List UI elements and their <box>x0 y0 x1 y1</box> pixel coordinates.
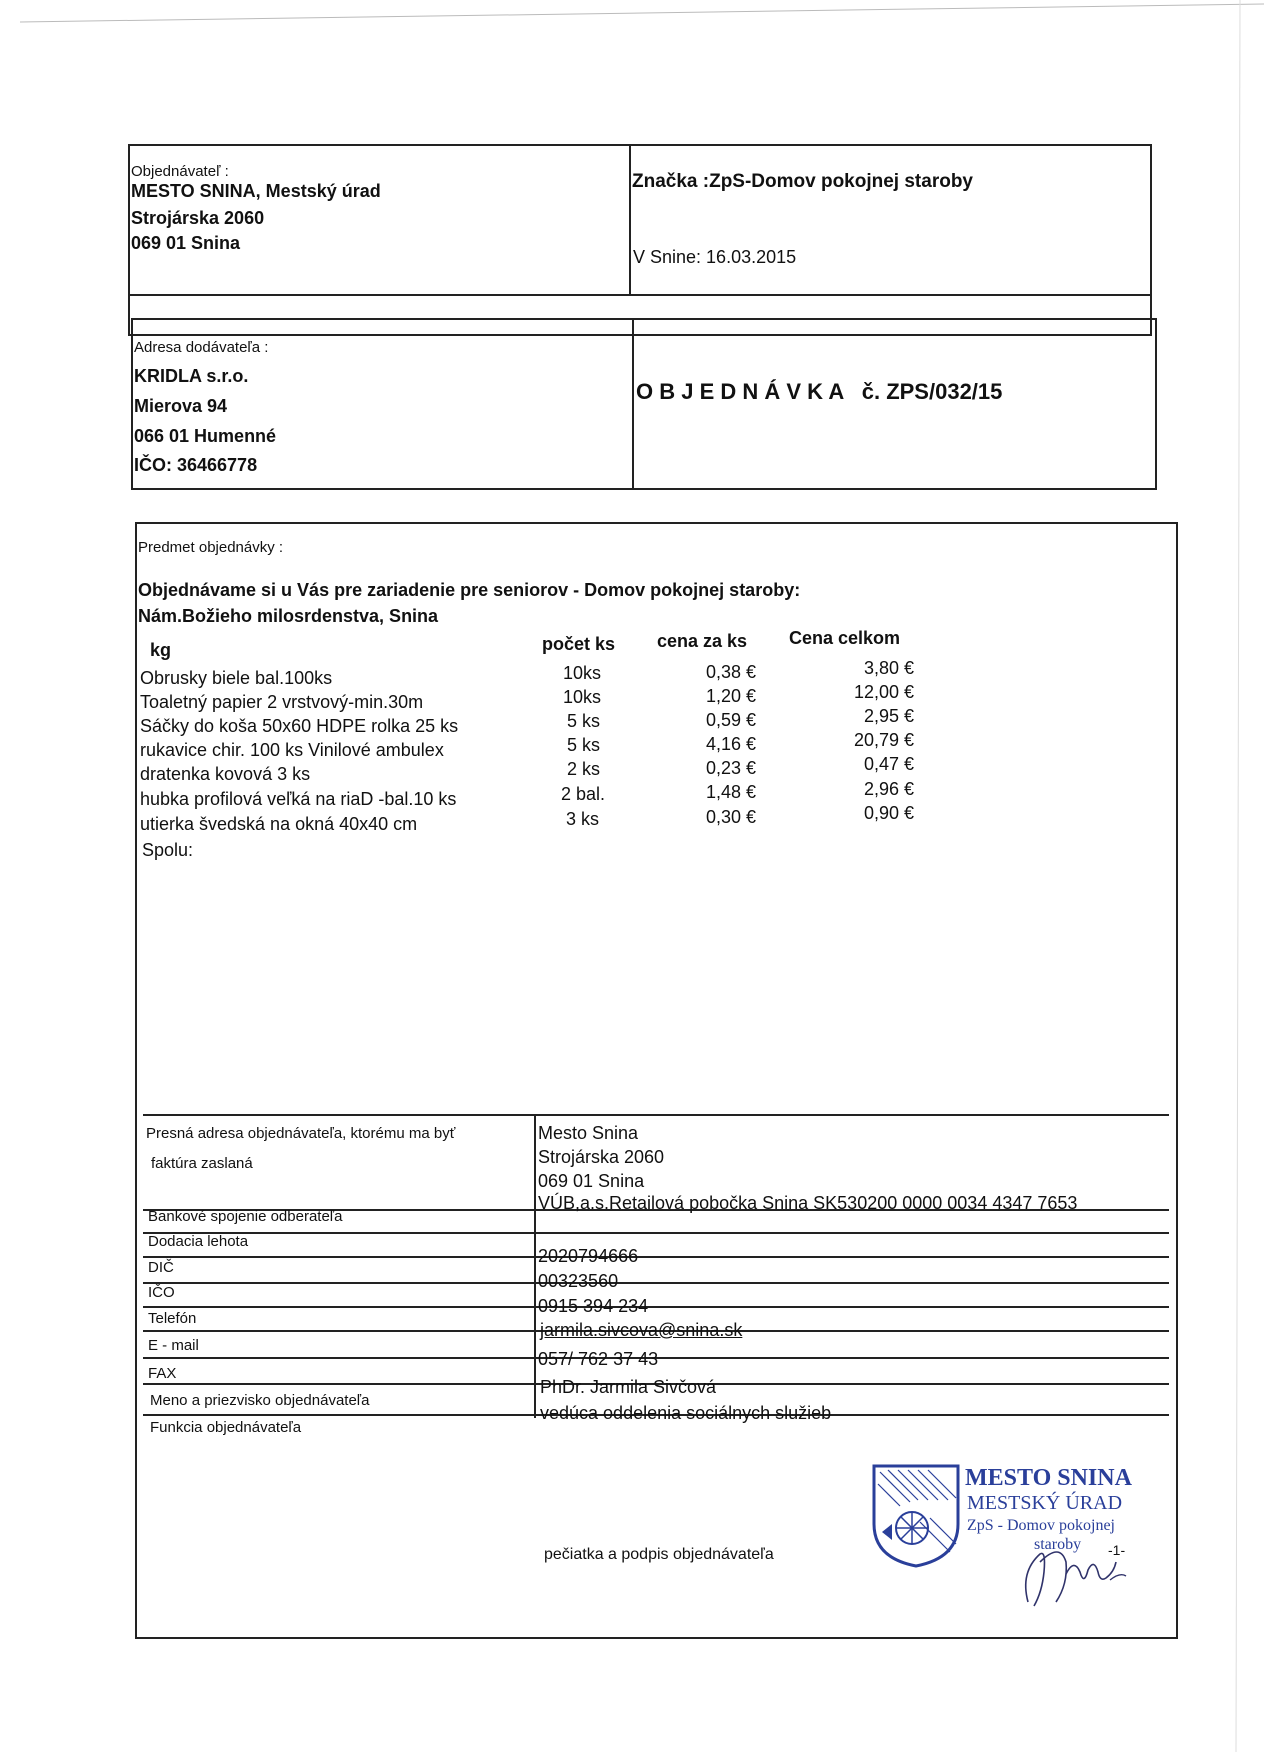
item-unit-price: 4,16 € <box>705 734 756 754</box>
supplier-city: 066 01 Humenné <box>134 426 277 446</box>
col-header-kg: kg <box>150 640 172 660</box>
item-name: dratenka kovová 3 ks <box>140 764 311 784</box>
detail-label-delivery: Dodacia lehota <box>148 1233 249 1250</box>
detail-value-fax: 057/ 762 37 43 <box>538 1349 659 1369</box>
orderer-name: MESTO SNINA, Mestský úrad <box>131 181 381 201</box>
details-divider <box>534 1114 536 1418</box>
supplier-street: Mierova 94 <box>134 396 228 416</box>
order-title: O B J E D N Á V K A č. ZPS/032/15 <box>636 379 1003 404</box>
item-qty: 5 ks <box>567 711 601 731</box>
invoice-address-label: Presná adresa objednávateľa, ktorému ma byť <box>146 1125 456 1142</box>
invoice-address-line: 069 01 Snina <box>538 1171 645 1191</box>
item-name: Sáčky do koša 50x60 HDPE rolka 25 ks <box>140 716 459 736</box>
item-qty: 3 ks <box>566 809 600 829</box>
header-divider <box>629 144 631 294</box>
reference-label: Značka :ZpS-Domov pokojnej staroby <box>632 171 973 192</box>
page-number: -1- <box>1108 1542 1126 1558</box>
subject-line-2: Nám.Božieho milosrdenstva, Snina <box>138 606 439 626</box>
order-date: V Snine: 16.03.2015 <box>633 247 797 267</box>
supplier-label: Adresa dodávateľa : <box>134 339 269 356</box>
item-total: 2,95 € <box>863 706 914 726</box>
item-name: Toaletný papier 2 vrstvový-min.30m <box>140 692 424 712</box>
supplier-divider <box>632 318 634 490</box>
item-name: utierka švedská na okná 40x40 cm <box>140 814 418 834</box>
detail-label-dic: DIČ <box>148 1259 174 1276</box>
total-label: Spolu: <box>142 840 194 860</box>
detail-label-email: E - mail <box>148 1337 199 1354</box>
item-unit-price: 0,30 € <box>705 807 756 827</box>
orderer-city: 069 01 Snina <box>131 233 241 253</box>
item-name: hubka profilová veľká na riaD -bal.10 ks <box>140 789 457 809</box>
stamp-line-4: staroby <box>1034 1536 1082 1553</box>
col-header-qty: počet ks <box>542 634 616 654</box>
supplier-ico: IČO: 36466778 <box>134 455 258 475</box>
item-unit-price: 0,23 € <box>705 758 756 778</box>
subject-line-1: Objednávame si u Vás pre zariadenie pre seniorov - Domov pokojnej staroby: <box>138 580 801 600</box>
col-header-total: Cena celkom <box>789 628 901 648</box>
invoice-address-line: Strojárska 2060 <box>538 1147 665 1167</box>
stamp-emblem-icon <box>870 1462 962 1570</box>
email-link[interactable]: jarmila.sivcova@snina.sk <box>540 1320 743 1340</box>
detail-label-fax: FAX <box>148 1365 177 1382</box>
item-unit-price: 0,38 € <box>705 662 756 682</box>
details-row-line <box>143 1256 1169 1258</box>
col-header-unit-price: cena za ks <box>657 631 748 651</box>
item-qty: 10ks <box>563 687 602 707</box>
detail-label-function: Funkcia objednávateľa <box>150 1419 302 1436</box>
details-row-line <box>143 1232 1169 1234</box>
item-name: Obrusky biele bal.100ks <box>140 668 333 688</box>
signature-label: pečiatka a podpis objednávateľa <box>544 1546 774 1563</box>
item-total: 3,80 € <box>863 658 914 678</box>
supplier-name: KRIDLA s.r.o. <box>134 366 249 386</box>
header-separator <box>128 294 1152 296</box>
invoice-address-label-2: faktúra zaslaná <box>151 1155 253 1172</box>
detail-value-function: vedúca oddelenia sociálnych služieb <box>540 1403 832 1423</box>
item-unit-price: 1,48 € <box>705 782 756 802</box>
details-row-line <box>143 1306 1169 1308</box>
item-qty: 5 ks <box>567 735 601 755</box>
detail-value-name: PhDr. Jarmila Sivčová <box>540 1377 717 1397</box>
item-total: 20,79 € <box>853 730 914 750</box>
signature-drawing <box>1010 1532 1160 1612</box>
item-total: 12,00 € <box>853 682 914 702</box>
subject-label: Predmet objednávky : <box>138 539 284 556</box>
details-top-line <box>143 1114 1169 1116</box>
item-total: 0,90 € <box>863 803 914 823</box>
stamp-title: MESTO SNINA <box>965 1465 1132 1491</box>
detail-value-dic: 2020794666 <box>538 1246 639 1266</box>
stamp-subtitle: MESTSKÝ ÚRAD <box>967 1492 1123 1514</box>
orderer-street: Strojárska 2060 <box>131 208 265 228</box>
item-qty: 10ks <box>563 663 602 683</box>
item-total: 2,96 € <box>863 779 914 799</box>
invoice-address-line: Mesto Snina <box>538 1123 639 1143</box>
orderer-label: Objednávateľ : <box>131 163 229 180</box>
detail-label-name: Meno a priezvisko objednávateľa <box>150 1392 370 1409</box>
detail-value-phone: 0915 394 234 <box>538 1296 649 1316</box>
detail-value-ico: 00323560 <box>538 1271 619 1291</box>
details-row-line <box>143 1282 1169 1284</box>
item-name: rukavice chir. 100 ks Vinilové ambulex <box>140 740 444 760</box>
item-total: 0,47 € <box>863 754 914 774</box>
stamp-line-3: ZpS - Domov pokojnej <box>967 1517 1115 1534</box>
detail-label-ico: IČO <box>148 1284 175 1301</box>
item-qty: 2 ks <box>567 759 601 779</box>
detail-label-bank: Bankové spojenie odberateľa <box>148 1208 343 1225</box>
item-qty: 2 bal. <box>561 784 606 804</box>
detail-label-phone: Telefón <box>148 1310 197 1327</box>
detail-value-bank: VÚB,a.s.Retailová pobočka Snina SK530200 0000 0034 4347 7653 <box>538 1193 1078 1213</box>
item-unit-price: 1,20 € <box>705 686 756 706</box>
item-unit-price: 0,59 € <box>705 710 756 730</box>
